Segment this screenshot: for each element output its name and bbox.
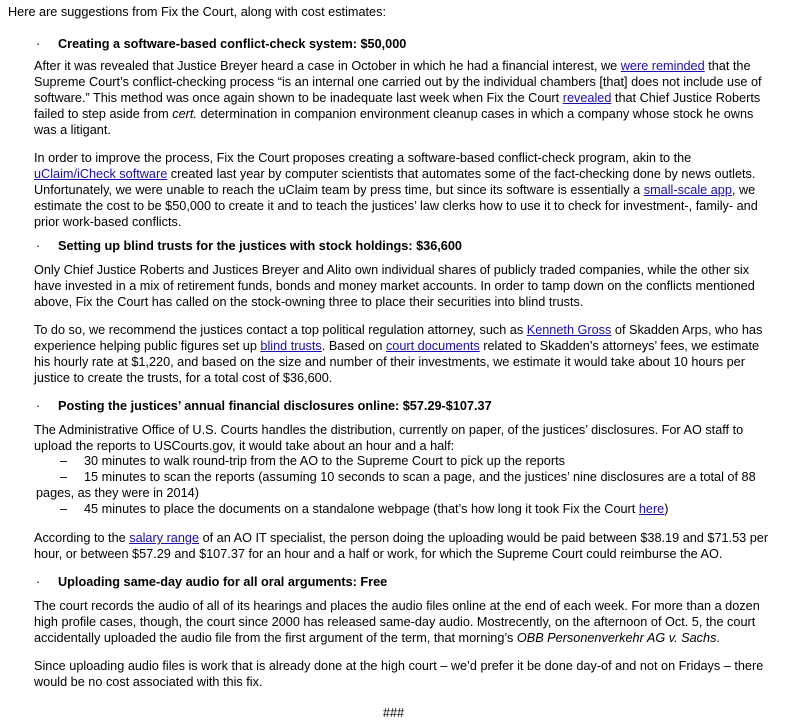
list-item: – 30 minutes to walk round-trip from the AO to the Supreme Court to pick up the reports <box>60 454 565 468</box>
link-court-documents[interactable]: court documents <box>385 339 480 353</box>
intro-text: Here are suggestions from Fix the Court, along with cost estimates: <box>8 5 386 19</box>
section-1-heading <box>36 36 406 52</box>
list-item: – 45 minutes to place the documents on a standalone webpage (that’s how long it took Fix the Court here) <box>60 502 669 516</box>
bullet: · <box>36 399 41 413</box>
section-3-heading <box>36 398 492 414</box>
section-4-paragraph-2: Since uploading audio files is work that is already done at the high court – we’d prefer it be done day-of and not on Fridays – there would be no cost associated with this fix. <box>34 659 764 689</box>
emphasis-case-name: OBB Personenverkehr AG v. Sachs <box>516 631 717 645</box>
end-marker: ### <box>382 706 405 720</box>
section-4-title: Uploading same-day audio for all oral arguments: Free <box>58 575 388 589</box>
section-3-paragraph-2: According to the salary range of an AO IT specialist, the person doing the uploading would be paid between $38.19 and $71.53 per hour, or between $57.29 and $107.37 for an hour and a half or work, for which the Supreme Court could reimburse the AO. <box>34 531 769 561</box>
section-3-title: Posting the justices’ annual financial disclosures online: $57.29-$107.37 <box>58 399 492 413</box>
link-small-scale-app[interactable]: small-scale app <box>643 183 732 197</box>
link-salary-range[interactable]: salary range <box>129 531 200 545</box>
bullet: · <box>36 37 41 51</box>
link-here[interactable]: here <box>638 502 665 516</box>
link-revealed[interactable]: revealed <box>562 91 612 105</box>
section-2-paragraph-2: To do so, we recommend the justices contact a top political regulation attorney, such as Kenneth Gross of Skadden Arps, who has experience helping public figures set up blind trusts. Based on court documents related to Skadden’s attorneys’ fees, we estimate his hourly rate at $1,220, and based on the size and number of their investments, we estimate it would take about 10 hours per justice to create the trusts, for a total cost of $36,600. <box>34 323 763 385</box>
section-2-paragraph-1: Only Chief Justice Roberts and Justices Breyer and Alito own individual shares of publicly traded companies, while the other six have invested in a mix of retirement funds, bonds and money market accounts. In order to tamp down on the conflicts mentioned above, Fix the Court has called on the stock-owning three to place their securities into blind trusts. <box>34 263 755 309</box>
bullet: · <box>36 575 41 589</box>
link-were-reminded[interactable]: were reminded <box>620 59 705 73</box>
section-4-heading <box>36 574 387 590</box>
list-item-continuation: pages, as they were in 2014) <box>36 486 199 500</box>
bullet: · <box>36 239 41 253</box>
section-1-paragraph-1: After it was revealed that Justice Breyer heard a case in October in which he had a financial interest, we were reminded that the Supreme Court’s conflict-checking process “is an internal one carried out by the individual chambers [that] does not include use of software.” This method was once again shown to be inadequate last week when Fix the Court revealed that Chief Justice Roberts failed to step aside from cert. determination in companion environment cleanup cases in which a company whose stock he owns was a litigant. <box>34 59 762 137</box>
section-1-paragraph-2: In order to improve the process, Fix the Court proposes creating a software-based conflict-check program, akin to the uClaim/iCheck software created last year by computer scientists that automates some of the fact-checking done by news outlets. Unfortunately, we were unable to reach the uClaim team by press time, but since its software is essentially a small-scale app, we estimate the cost to be $50,000 to create it and to teach the justices’ law clerks how to use it to check for investment-, family- and prior work-based conflicts. <box>34 151 758 229</box>
section-2-title: Setting up blind trusts for the justices with stock holdings: $36,600 <box>58 239 462 253</box>
link-uclaim-icheck-software[interactable]: uClaim/iCheck software <box>34 167 168 181</box>
link-kenneth-gross[interactable]: Kenneth Gross <box>526 323 612 337</box>
section-1-title: Creating a software-based conflict-check system: $50,000 <box>58 37 407 51</box>
link-blind-trusts[interactable]: blind trusts <box>260 339 322 353</box>
cost-breakdown-list <box>36 453 774 517</box>
emphasis-cert: cert. <box>172 107 197 121</box>
section-2-heading <box>36 238 462 254</box>
section-4-paragraph-1: The court records the audio of all of its hearings and places the audio files online at the end of each week. For more than a dozen high profile cases, though, the court since 2000 has released same-day audio. Mostrecently, on the afternoon of Oct. 5, the court accidentally uploaded the audio file from the first argument of the term, that morning’s OBB Personenverkehr AG v. Sachs. <box>34 599 760 645</box>
section-3-paragraph-1: The Administrative Office of U.S. Courts handles the distribution, currently on paper, of the justices’ disclosures. For AO staff to upload the reports to USCourts.gov, it would take about an hour and a half: <box>34 423 744 453</box>
list-item: – 15 minutes to scan the reports (assuming 10 seconds to scan a page, and the justices’ nine disclosures are a total of 88 <box>60 470 756 484</box>
